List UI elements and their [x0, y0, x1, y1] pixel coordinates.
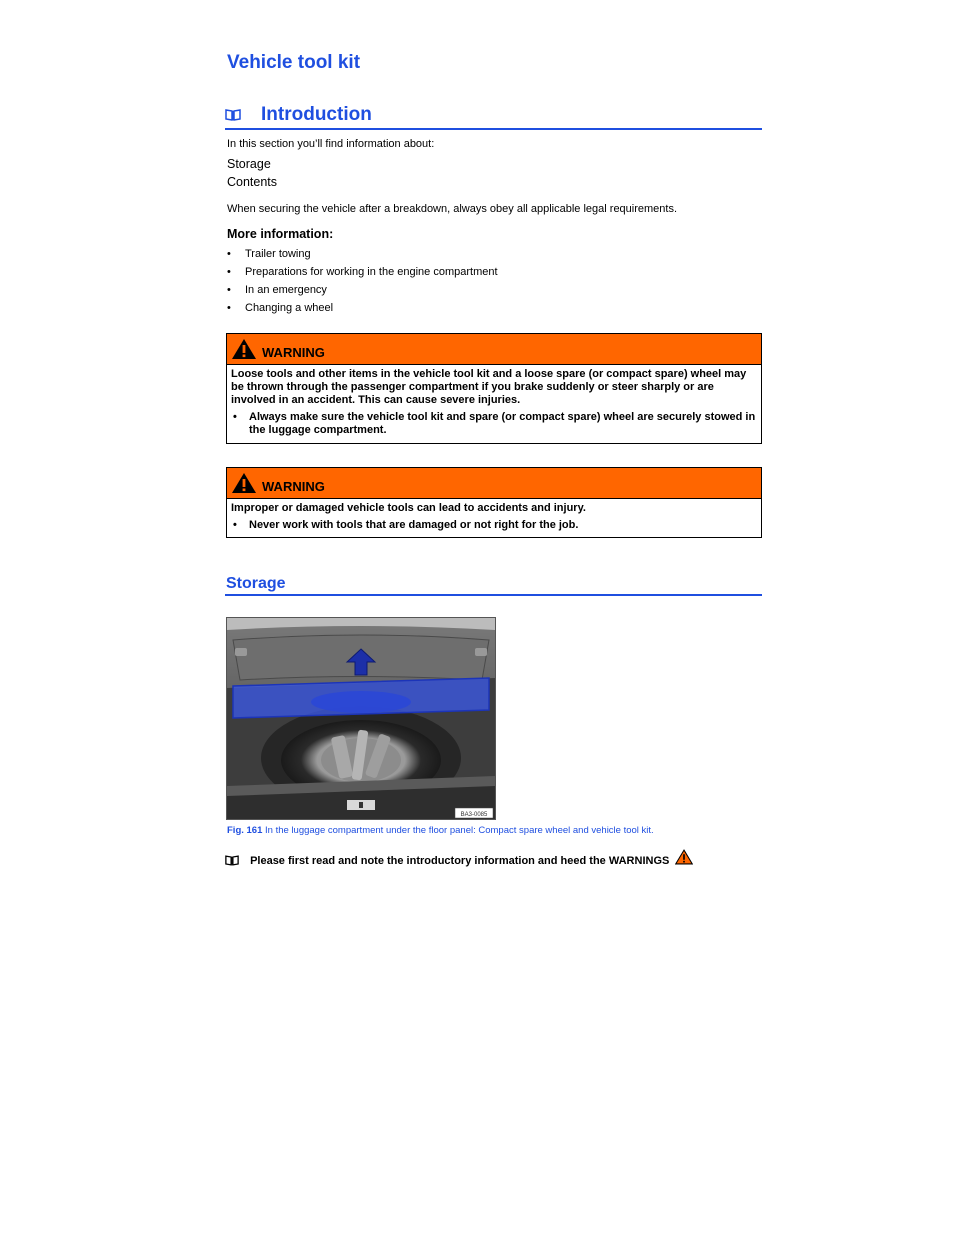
intro-note — [225, 849, 693, 867]
list-item[interactable]: • Changing a wheel — [227, 302, 498, 320]
storage-title: Storage — [226, 575, 286, 592]
warning-label: WARNING — [262, 345, 325, 360]
warning-bullet: • Always make sure the vehicle tool kit and spare (or compact spare) wheel are securely stowed in the luggage compartment. — [233, 411, 756, 436]
figure-caption — [227, 825, 654, 836]
warning-header — [227, 468, 761, 499]
warning-body — [227, 365, 761, 440]
page-title: Vehicle tool kit — [227, 52, 361, 73]
luggage-compartment-figure — [226, 617, 496, 820]
warning-text: Loose tools and other items in the vehicle tool kit and a loose spare (or compact spare) wheel may be thrown through the passenger compartment if you brake suddenly or steer sharply or are involved in an accident. This can cause severe injuries. — [231, 368, 747, 406]
more-info-list — [227, 248, 498, 320]
warning-body — [227, 499, 761, 535]
list-item[interactable]: • In an emergency — [227, 284, 498, 302]
warning-bullet: • Never work with tools that are damaged or not right for the job. — [233, 519, 579, 531]
warning-triangle-icon — [231, 472, 257, 494]
intro-note-text[interactable]: Please first read and note the introductory information and heed the WARNINGS — [250, 855, 670, 867]
warning-box-2 — [226, 467, 762, 538]
warning-box-1 — [226, 333, 762, 444]
introduction-title: Introduction — [261, 104, 372, 125]
figure-number: Fig. 161 — [227, 825, 263, 836]
introduction-heading — [225, 102, 762, 130]
more-info-label: More information: — [227, 227, 334, 241]
intro-lead: In this section you’ll find information about: — [227, 138, 435, 150]
list-item[interactable]: • Preparations for working in the engine compartment — [227, 266, 498, 284]
legal-note: When securing the vehicle after a breakdown, always obey all applicable legal requirements. — [227, 203, 678, 215]
warning-bullet-text: Always make sure the vehicle tool kit and spare (or compact spare) wheel are securely stowed in the luggage compartment. — [249, 411, 756, 436]
warning-triangle-icon[interactable] — [675, 849, 693, 865]
figure-caption-text: In the luggage compartment under the floor panel: Compact spare wheel and vehicle tool kit. — [265, 825, 654, 836]
storage-heading — [225, 573, 762, 596]
book-icon — [225, 108, 241, 126]
warning-text: Improper or damaged vehicle tools can lead to accidents and injury. — [231, 502, 586, 514]
topic-link-contents[interactable]: Contents — [227, 175, 278, 189]
warning-header — [227, 334, 761, 365]
warning-label: WARNING — [262, 479, 325, 494]
figure-code: BA3-0085 — [460, 812, 488, 818]
book-icon — [225, 855, 239, 866]
warning-bullet-text: Never work with tools that are damaged or not right for the job. — [249, 519, 579, 531]
warning-triangle-icon — [231, 338, 257, 360]
topic-link-storage[interactable]: Storage — [227, 157, 271, 171]
list-item[interactable]: • Trailer towing — [227, 248, 498, 266]
